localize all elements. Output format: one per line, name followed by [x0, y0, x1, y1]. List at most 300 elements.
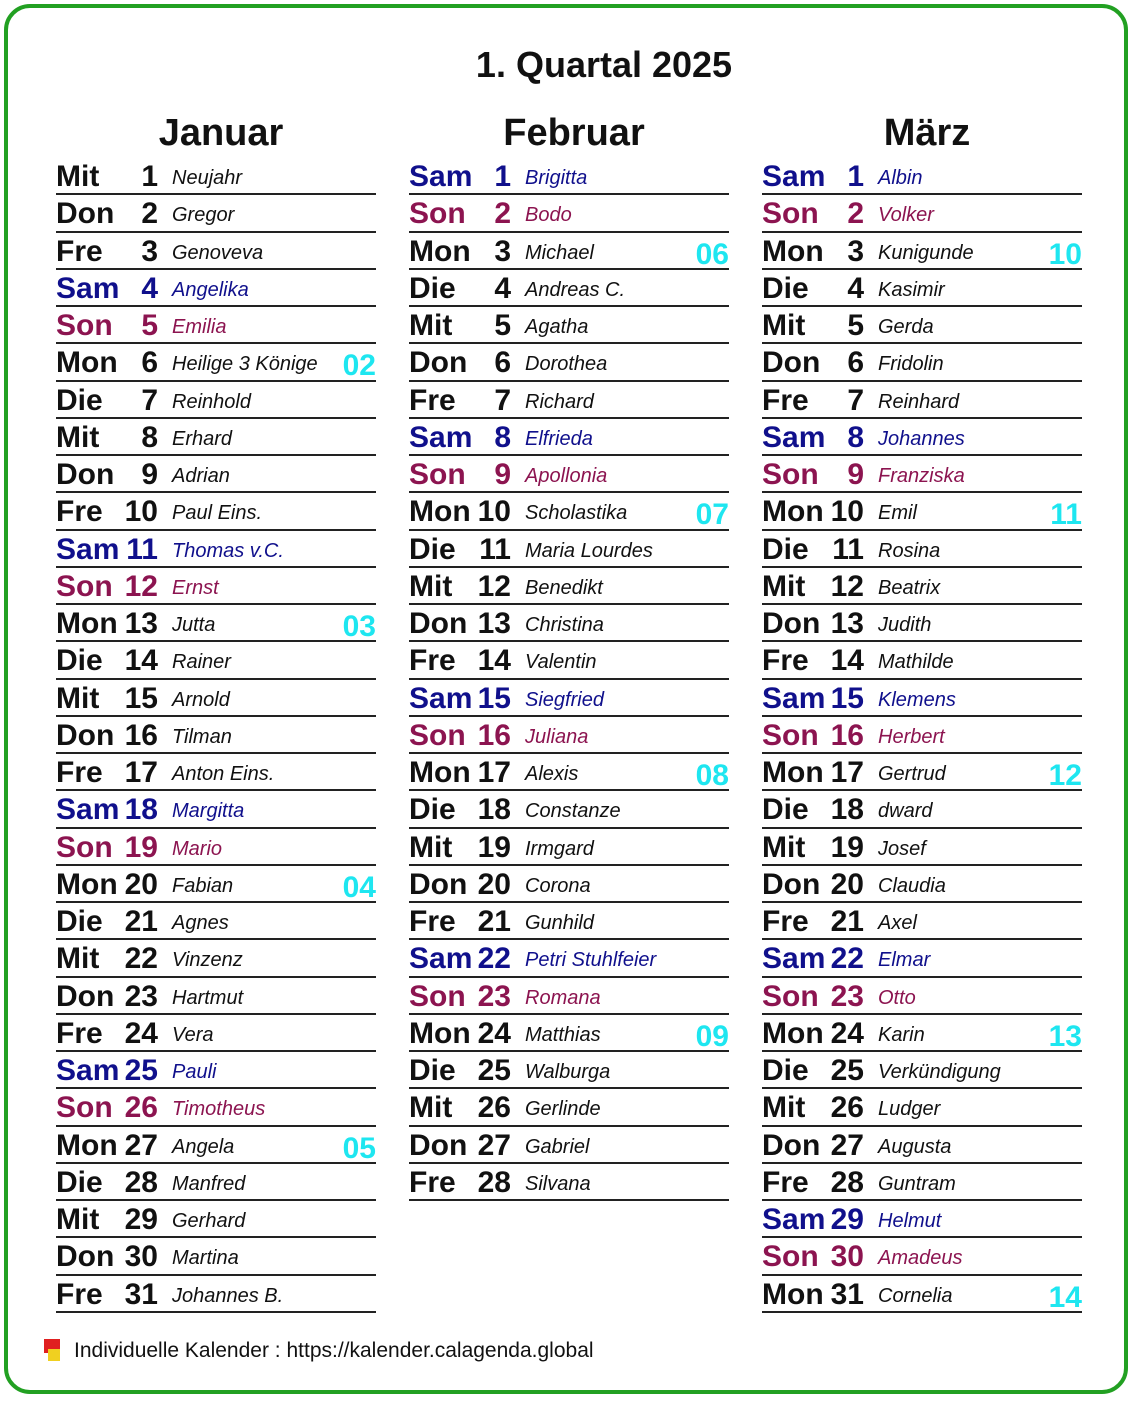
- day-of-week: Mit: [762, 1091, 806, 1125]
- day-row: [762, 233, 1082, 270]
- day-of-week: Son: [56, 309, 113, 342]
- name-day: Christina: [525, 614, 604, 636]
- day-row: [56, 419, 376, 456]
- day-row: [56, 307, 376, 344]
- name-day: Thomas v.C.: [172, 539, 284, 562]
- day-number: 10: [124, 495, 158, 529]
- day-row: [409, 903, 729, 940]
- day-row: [409, 680, 729, 717]
- day-row: [409, 717, 729, 754]
- name-day: Cornelia: [878, 1284, 953, 1307]
- day-of-week: Son: [56, 1091, 113, 1125]
- day-number: 8: [847, 420, 864, 454]
- day-of-week: Don: [56, 197, 115, 231]
- day-row: [409, 754, 729, 791]
- name-day: Amadeus: [878, 1247, 963, 1270]
- day-number: 5: [847, 309, 864, 342]
- name-day: Rosina: [878, 539, 941, 562]
- day-number: 12: [477, 569, 511, 603]
- name-day: Axel: [878, 912, 917, 934]
- name-day: Gerlinde: [525, 1098, 601, 1121]
- day-row: [56, 791, 376, 828]
- name-day: Ludger: [878, 1098, 941, 1121]
- day-of-week: Son: [56, 830, 113, 864]
- day-row: [409, 1015, 729, 1052]
- day-number: 25: [477, 1054, 511, 1087]
- day-number: 2: [494, 197, 511, 231]
- day-number: 9: [494, 458, 511, 491]
- name-day: Siegfried: [525, 688, 604, 711]
- day-of-week: Mon: [762, 234, 824, 268]
- week-number: 12: [1048, 759, 1082, 792]
- name-day: Paul Eins.: [172, 502, 263, 525]
- name-day: Gabriel: [525, 1135, 590, 1158]
- day-of-week: Don: [409, 346, 468, 380]
- name-day: Guntram: [878, 1172, 956, 1195]
- day-number: 18: [124, 793, 158, 827]
- day-row: [409, 791, 729, 828]
- name-day: Corona: [525, 874, 591, 897]
- day-number: 7: [847, 383, 864, 417]
- day-of-week: Die: [409, 271, 456, 305]
- day-number: 23: [477, 979, 511, 1013]
- day-row: [762, 791, 1082, 828]
- footer-link-text[interactable]: Individuelle Kalender : https://kalender.calagenda.global: [74, 1339, 594, 1362]
- day-number: 27: [477, 1128, 511, 1162]
- day-of-week: Fre: [56, 1016, 103, 1050]
- day-of-week: Sam: [56, 271, 120, 305]
- name-day: Albin: [878, 167, 923, 189]
- day-number: 23: [830, 979, 864, 1013]
- day-number: 28: [830, 1165, 864, 1199]
- day-of-week: Sam: [409, 160, 473, 193]
- name-day: Gregor: [172, 204, 235, 227]
- day-of-week: Son: [409, 718, 466, 752]
- day-of-week: Die: [56, 383, 103, 417]
- day-number: 19: [830, 830, 864, 864]
- day-row: [56, 829, 376, 866]
- name-day: Michael: [525, 241, 594, 264]
- name-day: Franziska: [878, 465, 965, 487]
- name-day: Bodo: [525, 204, 572, 227]
- name-day: Genoveva: [172, 241, 264, 264]
- day-row: [762, 493, 1082, 530]
- day-of-week: Sam: [762, 420, 826, 454]
- day-number: 21: [830, 905, 864, 938]
- name-day: Johannes B.: [172, 1284, 284, 1307]
- day-number: 1: [141, 160, 158, 193]
- day-number: 11: [479, 532, 511, 566]
- week-number: 06: [695, 237, 729, 271]
- name-day: Agnes: [172, 912, 229, 934]
- day-row: [56, 1127, 376, 1164]
- name-day: Neujahr: [172, 167, 243, 189]
- day-of-week: Mit: [56, 160, 100, 193]
- name-day: Judith: [878, 614, 932, 636]
- day-row: [56, 1164, 376, 1201]
- day-of-week: Mon: [409, 1016, 471, 1050]
- day-row: [56, 903, 376, 940]
- day-of-week: Mit: [409, 830, 453, 864]
- day-row: [56, 605, 376, 642]
- day-of-week: Don: [409, 607, 468, 640]
- day-of-week: Fre: [762, 644, 809, 678]
- name-day: Juliana: [525, 725, 589, 748]
- day-of-week: Fre: [56, 495, 103, 529]
- day-number: 30: [830, 1240, 864, 1274]
- day-row: [56, 642, 376, 679]
- day-row: [409, 1052, 729, 1089]
- day-of-week: Don: [56, 1240, 115, 1274]
- day-of-week: Fre: [409, 644, 456, 678]
- name-day: Verkündigung: [878, 1061, 1001, 1083]
- day-row: [409, 940, 729, 977]
- name-day: Mario: [172, 837, 223, 860]
- day-row: [762, 1164, 1082, 1201]
- day-row: [409, 344, 729, 381]
- day-of-week: Mon: [762, 756, 824, 789]
- day-row: [409, 1127, 729, 1164]
- name-day: dward: [878, 800, 933, 823]
- day-number: 5: [494, 309, 511, 342]
- day-number: 13: [477, 607, 511, 640]
- day-row: [409, 1089, 729, 1126]
- day-of-week: Sam: [56, 532, 120, 566]
- day-row: [762, 1089, 1082, 1126]
- day-of-week: Mit: [762, 309, 806, 342]
- day-of-week: Mit: [762, 569, 806, 603]
- day-row: [56, 866, 376, 903]
- day-number: 6: [494, 346, 511, 380]
- name-day: Heilige 3 Könige: [172, 353, 318, 376]
- day-number: 13: [124, 607, 158, 640]
- day-number: 29: [124, 1203, 158, 1236]
- day-row: [762, 940, 1082, 977]
- day-list: [56, 158, 376, 1313]
- name-day: Constanze: [525, 800, 621, 823]
- day-number: 6: [847, 346, 864, 380]
- day-number: 7: [494, 383, 511, 417]
- day-row: [409, 568, 729, 605]
- week-number: 08: [695, 759, 729, 792]
- day-list: [409, 158, 729, 1201]
- name-day: Ernst: [172, 576, 219, 599]
- day-row: [56, 195, 376, 232]
- day-number: 30: [124, 1240, 158, 1274]
- day-row: [56, 1015, 376, 1052]
- day-row: [409, 456, 729, 493]
- name-day: Elfrieda: [525, 427, 593, 450]
- day-of-week: Fre: [762, 383, 809, 417]
- day-row: [762, 1015, 1082, 1052]
- name-day: Benedikt: [525, 576, 603, 599]
- day-number: 22: [477, 942, 511, 976]
- day-number: 24: [477, 1016, 511, 1050]
- day-of-week: Mon: [409, 495, 471, 529]
- name-day: Valentin: [525, 651, 597, 674]
- calendar-flag-icon: [42, 1339, 64, 1363]
- day-number: 25: [124, 1054, 158, 1087]
- name-day: Tilman: [172, 725, 232, 748]
- day-row: [409, 195, 729, 232]
- day-number: 25: [830, 1054, 864, 1087]
- day-of-week: Mon: [56, 607, 118, 640]
- day-of-week: Mon: [56, 346, 118, 380]
- day-of-week: Fre: [762, 905, 809, 938]
- day-row: [762, 270, 1082, 307]
- name-day: Maria Lourdes: [525, 539, 653, 562]
- name-day: Alexis: [525, 763, 579, 785]
- day-row: [409, 270, 729, 307]
- footer: [42, 1334, 594, 1368]
- day-row: [56, 568, 376, 605]
- day-row: [762, 382, 1082, 419]
- day-number: 18: [477, 793, 511, 827]
- name-day: Silvana: [525, 1172, 591, 1195]
- day-of-week: Don: [762, 346, 821, 380]
- day-number: 15: [830, 681, 864, 715]
- day-number: 19: [124, 830, 158, 864]
- day-of-week: Sam: [56, 1054, 120, 1087]
- day-number: 3: [141, 234, 158, 268]
- day-row: [56, 680, 376, 717]
- name-day: Anton Eins.: [172, 763, 275, 785]
- day-row: [762, 866, 1082, 903]
- day-number: 27: [830, 1128, 864, 1162]
- day-row: [762, 1201, 1082, 1238]
- day-row: [56, 456, 376, 493]
- name-day: Augusta: [878, 1135, 952, 1158]
- day-of-week: Son: [762, 458, 819, 491]
- day-number: 17: [124, 756, 158, 789]
- day-of-week: Son: [762, 718, 819, 752]
- day-of-week: Die: [56, 1165, 103, 1199]
- day-number: 11: [126, 532, 158, 566]
- day-of-week: Mon: [409, 756, 471, 789]
- name-day: Emil: [878, 502, 917, 525]
- day-of-week: Die: [762, 271, 809, 305]
- name-day: Angelika: [172, 278, 249, 301]
- day-of-week: Mit: [56, 681, 100, 715]
- name-day: Richard: [525, 390, 594, 413]
- day-number: 3: [494, 234, 511, 268]
- name-day: Apollonia: [525, 465, 608, 487]
- day-of-week: Sam: [409, 681, 473, 715]
- day-row: [56, 940, 376, 977]
- day-number: 24: [830, 1016, 864, 1050]
- day-number: 19: [477, 830, 511, 864]
- day-of-week: Mon: [762, 1277, 824, 1311]
- name-day: Mathilde: [878, 651, 954, 674]
- name-day: Romana: [525, 986, 601, 1009]
- name-day: Josef: [878, 837, 926, 860]
- day-of-week: Mon: [56, 867, 118, 901]
- day-of-week: Don: [762, 1128, 821, 1162]
- day-of-week: Son: [409, 979, 466, 1013]
- day-row: [56, 1201, 376, 1238]
- day-row: [56, 717, 376, 754]
- day-number: 26: [830, 1091, 864, 1125]
- day-row: [56, 382, 376, 419]
- day-number: 8: [141, 420, 158, 454]
- day-number: 28: [124, 1165, 158, 1199]
- day-row: [762, 642, 1082, 679]
- day-of-week: Mit: [56, 942, 100, 976]
- day-number: 22: [830, 942, 864, 976]
- day-of-week: Mon: [762, 495, 824, 529]
- day-row: [409, 158, 729, 195]
- week-number: 02: [342, 349, 376, 383]
- name-day: Reinhold: [172, 390, 251, 413]
- day-number: 16: [124, 718, 158, 752]
- week-number: 05: [342, 1131, 376, 1165]
- day-number: 20: [830, 867, 864, 901]
- day-row: [56, 1238, 376, 1275]
- day-of-week: Fre: [56, 234, 103, 268]
- day-number: 22: [124, 942, 158, 976]
- day-row: [762, 903, 1082, 940]
- day-of-week: Sam: [762, 942, 826, 976]
- week-number: 04: [342, 870, 376, 904]
- day-number: 8: [494, 420, 511, 454]
- week-number: 10: [1048, 237, 1082, 271]
- day-of-week: Fre: [409, 905, 456, 938]
- day-of-week: Don: [762, 867, 821, 901]
- day-row: [409, 233, 729, 270]
- day-row: [56, 493, 376, 530]
- month-column-februar: [409, 108, 729, 1201]
- name-day: Beatrix: [878, 576, 941, 599]
- day-row: [409, 866, 729, 903]
- name-day: Petri Stuhlfeier: [525, 949, 657, 972]
- month-name: Januar: [158, 112, 284, 154]
- day-of-week: Sam: [762, 1203, 826, 1236]
- week-number: 03: [342, 610, 376, 643]
- name-day: Helmut: [878, 1210, 942, 1232]
- day-row: [762, 1052, 1082, 1089]
- day-row: [409, 605, 729, 642]
- day-of-week: Mit: [409, 1091, 453, 1125]
- day-row: [762, 531, 1082, 568]
- name-day: Fabian: [172, 874, 234, 897]
- day-of-week: Don: [56, 979, 115, 1013]
- name-day: Scholastika: [525, 502, 628, 525]
- day-number: 18: [830, 793, 864, 827]
- day-of-week: Die: [409, 793, 456, 827]
- day-number: 26: [124, 1091, 158, 1125]
- name-day: Karin: [878, 1023, 925, 1046]
- day-number: 16: [477, 718, 511, 752]
- day-of-week: Mit: [56, 420, 100, 454]
- day-of-week: Fre: [762, 1165, 809, 1199]
- name-day: Gerhard: [172, 1210, 246, 1232]
- day-row: [56, 531, 376, 568]
- day-row: [56, 754, 376, 791]
- day-number: 14: [477, 644, 511, 678]
- day-number: 24: [124, 1016, 158, 1050]
- name-day: Johannes: [878, 427, 965, 450]
- day-row: [762, 568, 1082, 605]
- day-number: 7: [141, 383, 158, 417]
- name-day: Manfred: [172, 1172, 246, 1195]
- name-day: Gertrud: [878, 763, 946, 785]
- week-number: 14: [1048, 1280, 1082, 1314]
- day-of-week: Sam: [56, 793, 120, 827]
- name-day: Elmar: [878, 949, 931, 972]
- day-of-week: Die: [409, 1054, 456, 1087]
- name-day: Hartmut: [172, 986, 244, 1009]
- name-day: Angela: [172, 1135, 235, 1158]
- day-number: 4: [494, 271, 511, 305]
- name-day: Klemens: [878, 688, 956, 711]
- day-row: [762, 344, 1082, 381]
- day-of-week: Die: [762, 532, 809, 566]
- day-of-week: Don: [56, 718, 115, 752]
- day-of-week: Die: [762, 1054, 809, 1087]
- day-row: [762, 605, 1082, 642]
- month-column-maerz: [762, 108, 1082, 1313]
- name-day: Timotheus: [172, 1098, 266, 1121]
- day-number: 27: [124, 1128, 158, 1162]
- day-number: 21: [124, 905, 158, 938]
- day-number: 20: [124, 867, 158, 901]
- week-number: 11: [1050, 498, 1082, 532]
- day-of-week: Mit: [56, 1203, 100, 1236]
- day-number: 4: [141, 271, 158, 305]
- day-number: 31: [830, 1277, 864, 1311]
- day-row: [762, 1127, 1082, 1164]
- name-day: Margitta: [172, 800, 245, 823]
- day-number: 12: [124, 569, 158, 603]
- day-row: [56, 270, 376, 307]
- day-number: 5: [141, 309, 158, 342]
- name-day: Fridolin: [878, 353, 944, 376]
- day-number: 2: [141, 197, 158, 231]
- day-of-week: Mit: [762, 830, 806, 864]
- week-number: 13: [1048, 1019, 1082, 1053]
- name-day: Gunhild: [525, 912, 594, 934]
- name-day: Pauli: [172, 1061, 217, 1083]
- name-day: Claudia: [878, 874, 946, 897]
- day-number: 11: [832, 532, 864, 566]
- week-number: 07: [695, 498, 729, 532]
- day-row: [409, 493, 729, 530]
- month-column-januar: [56, 108, 376, 1313]
- day-number: 17: [830, 756, 864, 789]
- day-number: 14: [124, 644, 158, 678]
- day-row: [762, 978, 1082, 1015]
- day-number: 15: [477, 681, 511, 715]
- day-of-week: Die: [762, 793, 809, 827]
- day-number: 21: [477, 905, 511, 938]
- day-row: [409, 829, 729, 866]
- name-day: Otto: [878, 986, 916, 1009]
- day-number: 3: [847, 234, 864, 268]
- day-of-week: Sam: [762, 160, 826, 193]
- day-of-week: Die: [56, 905, 103, 938]
- page-title: 1. Quartal 2025: [475, 44, 733, 85]
- day-of-week: Don: [762, 607, 821, 640]
- day-row: [762, 456, 1082, 493]
- name-day: Erhard: [172, 427, 233, 450]
- day-of-week: Son: [762, 197, 819, 231]
- name-day: Walburga: [525, 1061, 611, 1083]
- day-row: [409, 382, 729, 419]
- day-number: 9: [847, 458, 864, 491]
- day-of-week: Son: [762, 1240, 819, 1274]
- day-number: 15: [124, 681, 158, 715]
- day-row: [762, 829, 1082, 866]
